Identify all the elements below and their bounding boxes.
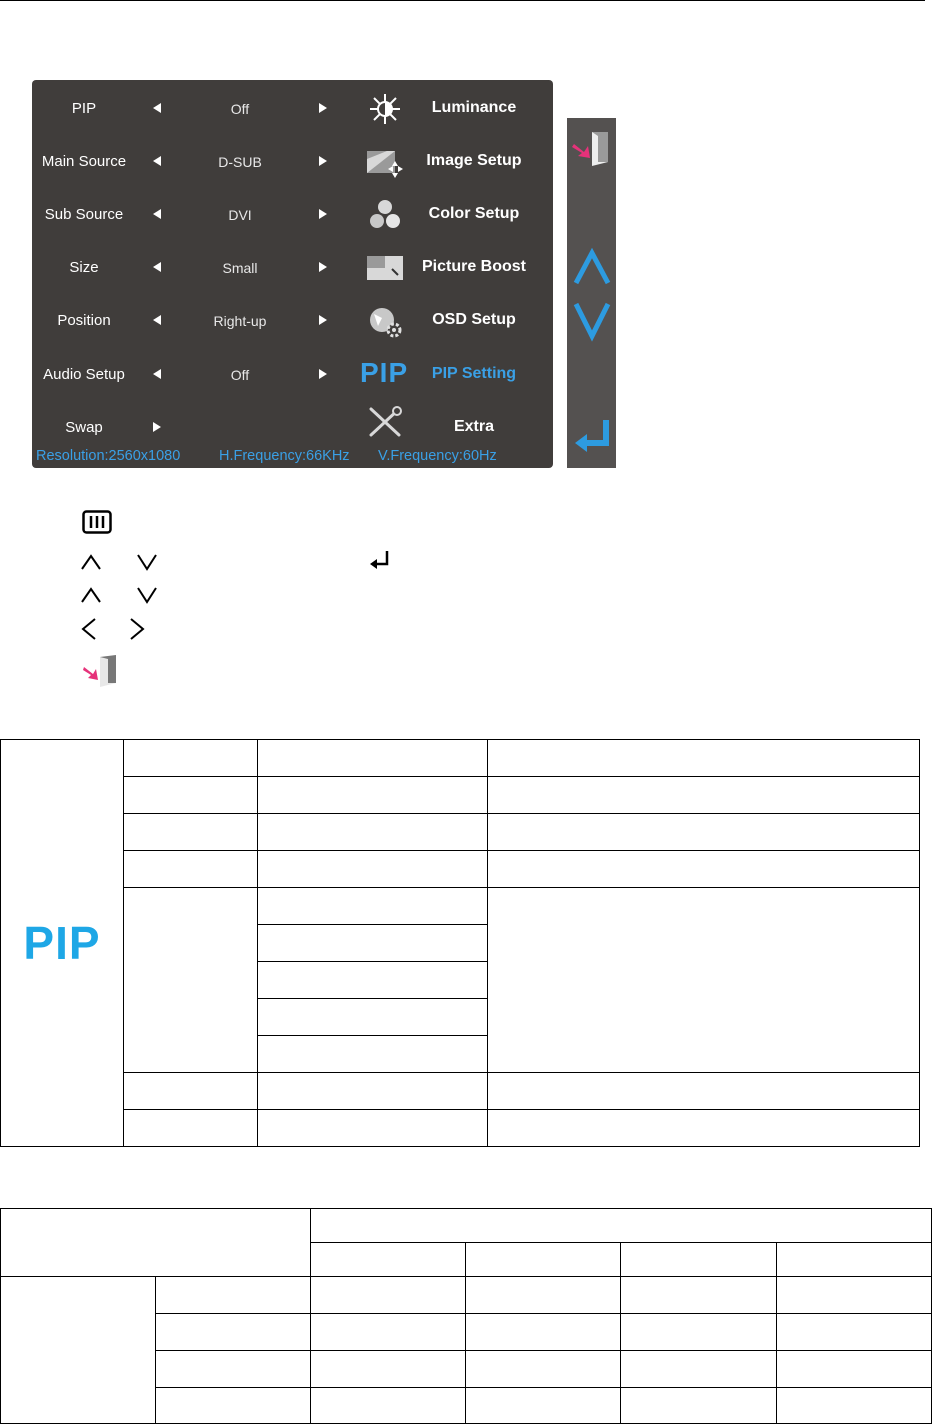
right-arrow-icon[interactable] (153, 422, 161, 432)
menu-image-setup[interactable]: Image Setup (426, 152, 522, 169)
up-icon (80, 553, 102, 571)
table-cell (257, 814, 488, 851)
right-arrow-icon[interactable] (319, 209, 327, 219)
table-cell (466, 1314, 621, 1351)
osd-row-sub-source[interactable] (32, 195, 553, 235)
table-cell (310, 1209, 931, 1243)
pip-icon[interactable]: PIP (360, 357, 409, 388)
exit-icon[interactable] (570, 128, 614, 168)
table-cell (257, 962, 488, 999)
table-cell (466, 1388, 621, 1424)
table-cell (123, 1110, 257, 1147)
right-arrow-icon[interactable] (319, 369, 327, 379)
left-arrow-icon[interactable] (153, 103, 161, 113)
setting-label: Main Source (41, 153, 127, 170)
table-cell (488, 777, 920, 814)
table-cell (257, 1073, 488, 1110)
table-cell (310, 1351, 466, 1388)
table-cell (488, 1110, 920, 1147)
setting-value: Off (230, 367, 250, 383)
resolution-text: Resolution:2560x1080 (36, 448, 181, 464)
up-arrow-icon[interactable] (571, 247, 613, 287)
menu-icon (82, 510, 112, 534)
hfrequency-text: H.Frequency:66KHz (219, 448, 350, 464)
table-cell (488, 1073, 920, 1110)
table-cell (1, 1209, 311, 1277)
table-cell (777, 1388, 932, 1424)
down-icon (136, 586, 158, 604)
right-icon (128, 617, 146, 641)
table-cell (123, 1073, 257, 1110)
table-cell (123, 851, 257, 888)
osd-row-main-source[interactable] (32, 142, 553, 182)
table-cell (310, 1277, 466, 1314)
table-cell (488, 814, 920, 851)
table-cell (310, 1243, 466, 1277)
table-cell (466, 1277, 621, 1314)
table-cell (257, 999, 488, 1036)
table-cell (257, 777, 488, 814)
table-cell (155, 1277, 310, 1314)
setting-label: Sub Source (44, 206, 124, 223)
setting-label: PIP (71, 100, 97, 117)
pip-section-title: PIP (1, 740, 124, 1147)
table-cell (488, 888, 920, 1073)
left-arrow-icon[interactable] (153, 369, 161, 379)
table-cell (621, 1388, 777, 1424)
table-cell (621, 1243, 777, 1277)
enter-icon[interactable] (571, 416, 613, 456)
down-arrow-icon[interactable] (571, 300, 613, 342)
left-arrow-icon[interactable] (153, 262, 161, 272)
menu-extra[interactable]: Extra (453, 418, 495, 435)
left-arrow-icon[interactable] (153, 156, 161, 166)
table-cell (488, 851, 920, 888)
table-cell (123, 777, 257, 814)
table-cell (310, 1314, 466, 1351)
header-rule (0, 0, 925, 1)
table-cell (621, 1314, 777, 1351)
table-cell (155, 1314, 310, 1351)
vfrequency-text: V.Frequency:60Hz (378, 448, 497, 464)
table-cell (123, 888, 257, 1073)
table-cell (621, 1277, 777, 1314)
table-cell (257, 888, 488, 925)
table-cell (310, 1388, 466, 1424)
image-setup-icon[interactable] (365, 145, 405, 179)
table-cell (488, 740, 920, 777)
osd-row-swap[interactable] (32, 408, 553, 448)
osd-row-audio-setup[interactable] (32, 355, 553, 395)
setting-label: Audio Setup (43, 366, 125, 383)
exit-icon (82, 653, 120, 689)
table-cell (777, 1243, 932, 1277)
table-cell (466, 1351, 621, 1388)
setting-label: Swap (65, 419, 103, 436)
menu-color-setup[interactable]: Color Setup (428, 205, 520, 222)
table-cell (1, 1277, 156, 1424)
right-arrow-icon[interactable] (319, 315, 327, 325)
menu-luminance[interactable]: Luminance (431, 99, 517, 116)
compatibility-table (0, 1208, 932, 1424)
osd-row-size[interactable] (32, 248, 553, 288)
osd-row-pip[interactable] (32, 89, 553, 129)
color-setup-icon[interactable] (365, 198, 405, 232)
up-icon (80, 586, 102, 604)
table-cell (777, 1351, 932, 1388)
setting-label: Position (57, 312, 111, 329)
table-cell (155, 1388, 310, 1424)
table-cell (621, 1351, 777, 1388)
menu-osd-setup[interactable]: OSD Setup (432, 311, 516, 328)
left-arrow-icon[interactable] (153, 315, 161, 325)
table-cell (257, 1110, 488, 1147)
table-cell (466, 1243, 621, 1277)
table-cell (777, 1314, 932, 1351)
right-arrow-icon[interactable] (319, 103, 327, 113)
setting-value: Right-up (213, 313, 267, 329)
picture-boost-icon[interactable] (365, 251, 405, 285)
right-arrow-icon[interactable] (319, 156, 327, 166)
left-arrow-icon[interactable] (153, 209, 161, 219)
right-arrow-icon[interactable] (319, 262, 327, 272)
osd-row-position[interactable] (32, 301, 553, 341)
setting-label: Size (69, 259, 99, 276)
table-cell (123, 740, 257, 777)
setting-value: Off (230, 101, 250, 117)
table-cell (155, 1351, 310, 1388)
table-cell (123, 814, 257, 851)
table-cell (257, 1036, 488, 1073)
luminance-icon[interactable] (365, 92, 405, 126)
enter-icon (368, 549, 392, 571)
setting-value: D-SUB (218, 154, 262, 170)
table-cell (257, 925, 488, 962)
extra-icon[interactable] (365, 405, 405, 439)
menu-picture-boost[interactable]: Picture Boost (421, 258, 526, 275)
table-cell (257, 740, 488, 777)
table-cell (257, 851, 488, 888)
setting-value: DVI (228, 207, 252, 223)
setting-value: Small (222, 260, 258, 276)
left-icon (80, 617, 98, 641)
osd-setup-icon[interactable] (365, 304, 405, 338)
osd-panel (32, 80, 553, 468)
down-icon (136, 553, 158, 571)
table-cell (777, 1277, 932, 1314)
side-button-strip (567, 118, 616, 468)
pip-settings-table (0, 739, 920, 1147)
menu-pip-setting[interactable]: PIP Setting (431, 365, 517, 382)
